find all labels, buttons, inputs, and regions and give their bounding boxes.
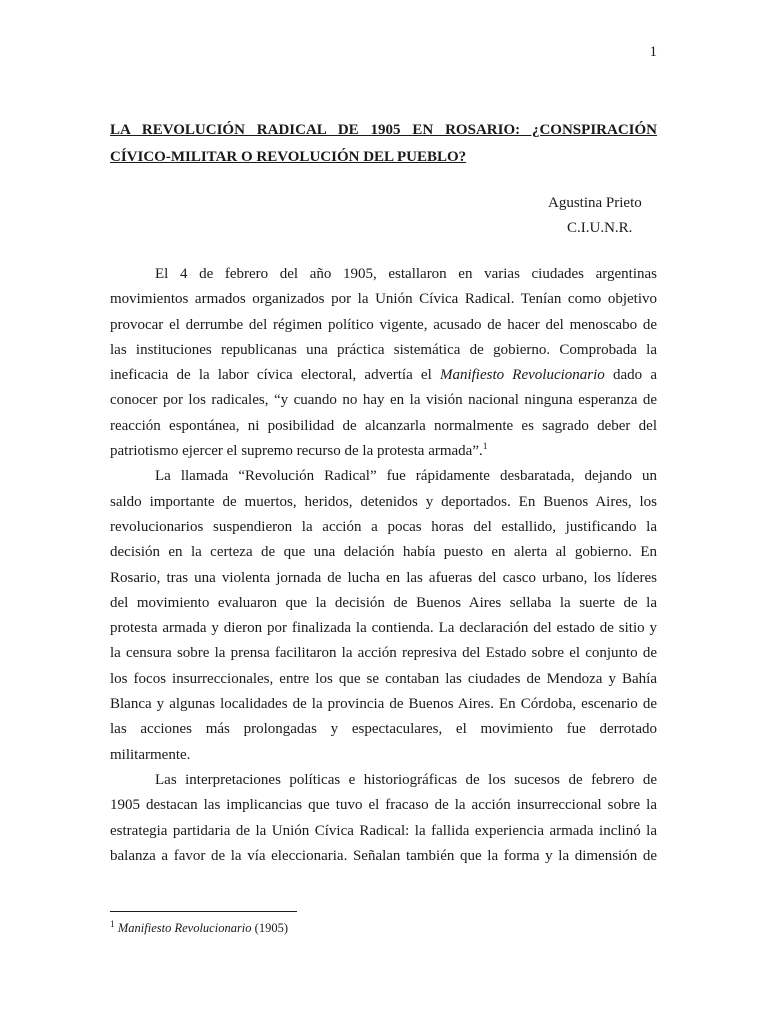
italic-title: Manifiesto Revolucionario (439, 367, 605, 384)
body-line: provocar el derrumbe del régimen político vigente, acusado de hacer del menoscabo de (110, 316, 657, 333)
paragraph (110, 768, 657, 869)
body-line: del movimiento evaluaron que la decisión de Buenos Aires sellaba la suerte de la (110, 594, 657, 611)
footnote-reference: 1 (482, 442, 488, 453)
body-line: la censura sobre la prensa facilitaron la acción represiva del Estado sobre el conjunto de (110, 645, 657, 662)
body-line: protesta armada y dieron por finalizada la contienda. La declaración del estado de sitio y (110, 620, 657, 637)
footnote (110, 920, 288, 936)
line-segment: dado a (604, 367, 657, 384)
body-line: Las interpretaciones políticas e historiográficas de los sucesos de febrero de (155, 771, 657, 788)
body-line (110, 363, 657, 388)
body-line: balanza a favor de la vía eleccionaria. Señalan también que la forma y la dimensión de (110, 847, 657, 864)
body-line: Blanca y algunas localidades de la provincia de Buenos Aires. En Córdoba, escenario de (110, 696, 657, 713)
body-line (110, 439, 657, 464)
title-line-1: LA REVOLUCIÓN RADICAL DE 1905 EN ROSARIO: ¿CONSPIRACIÓN (110, 122, 657, 138)
footnote-marker: 1 (110, 919, 115, 930)
document-title (110, 117, 657, 171)
author-name: Agustina Prieto (548, 195, 642, 211)
body-line: reacción espontánea, ni posibilidad de alcanzarla normalmente es sagrado deber del (110, 417, 657, 434)
paragraph (110, 464, 657, 768)
body-line: los focos insurreccionales, entre los que se contaban las ciudades de Mendoza y Bahía (110, 670, 657, 687)
page-number: 1 (649, 44, 657, 60)
paragraph (110, 262, 657, 464)
line-segment: ineficacia de la labor cívica electoral, advertía el (110, 367, 440, 384)
body-line: La llamada “Revolución Radical” fue rápidamente desbaratada, dejando un (155, 468, 657, 485)
body-line: revolucionarios suspendieron la acción a pocas horas del estallido, justificando la (110, 518, 657, 535)
body-line: 1905 destacan las implicancias que tuvo el fracaso de la acción insurreccional sobre la (110, 797, 657, 814)
body-line: El 4 de febrero del año 1905, estallaron en varias ciudades argentinas (155, 266, 657, 282)
body-text (110, 262, 657, 869)
body-line: decisión en la certeza de que una delación había puesto en alerta al gobierno. En (110, 544, 657, 561)
body-line: Rosario, tras una violenta jornada de lucha en las afueras del casco urbano, los líderes (110, 569, 657, 586)
body-line: movimientos armados organizados por la Unión Cívica Radical. Tenían como objetivo (110, 291, 657, 308)
title-line-2: CÍVICO-MILITAR O REVOLUCIÓN DEL PUEBLO? (110, 149, 467, 165)
body-line: las instituciones republicanas una práctica sistemática de gobierno. Comprobada la (110, 341, 657, 358)
body-line: conocer por los radicales, “y cuando no hay en la visión nacional ninguna esperanza de (110, 392, 657, 409)
body-line: militarmente. (110, 746, 191, 763)
body-line: estrategia partidaria de la Unión Cívica Radical: la fallida experiencia armada inclinó la (110, 822, 657, 839)
body-line: saldo importante de muertos, heridos, detenidos y deportados. En Buenos Aires, los (110, 493, 657, 510)
line-segment: patriotismo ejercer el supremo recurso de la protesta armada”. (110, 443, 483, 460)
footnote-separator (110, 911, 297, 912)
body-line: las acciones más prolongadas y espectaculares, el movimiento fue derrotado (110, 721, 657, 738)
author-affiliation: C.I.U.N.R. (567, 220, 633, 236)
footnote-text: (1905) (251, 921, 288, 935)
footnote-italic-title: Manifiesto Revolucionario (117, 921, 252, 935)
